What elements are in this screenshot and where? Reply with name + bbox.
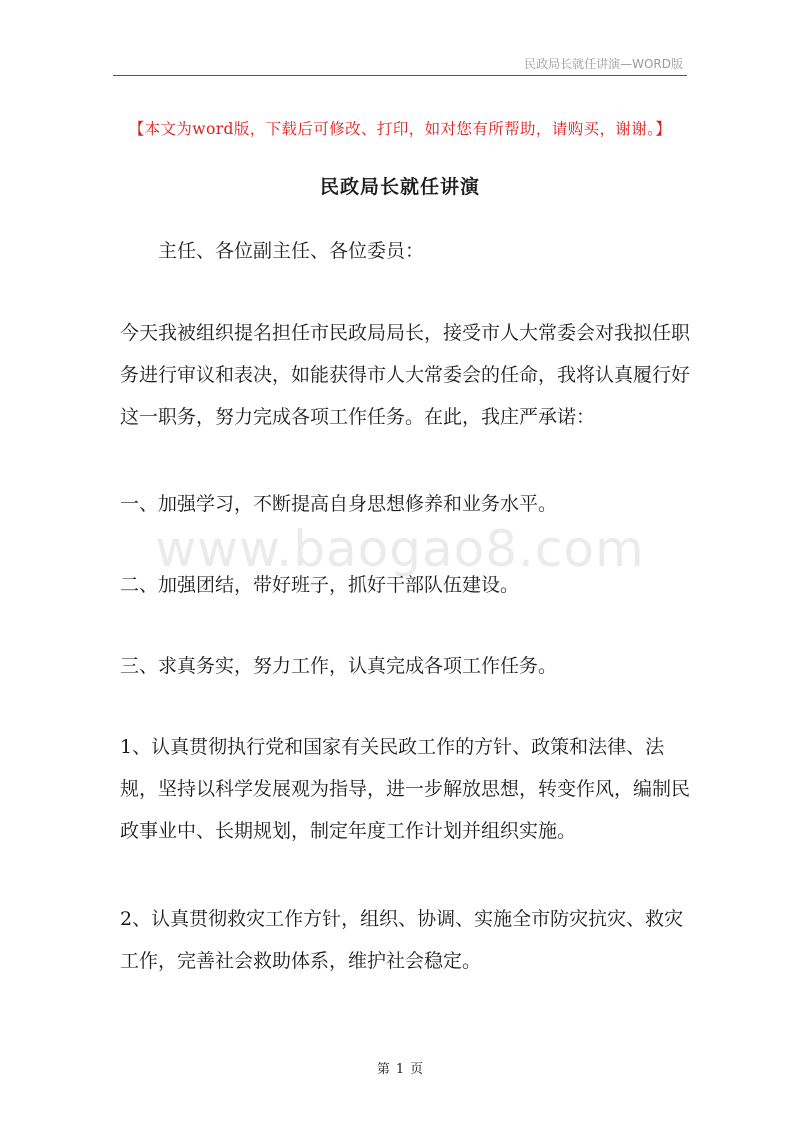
paragraph-item-1: 1、认真贯彻执行党和国家有关民政工作的方针、政策和法律、法规，坚持以科学发展观为指导，进一步解放思想，转变作风，编制民政事业中、长期规划，制定年度工作计划并组织实施。 <box>120 736 691 842</box>
paragraph-intro: 今天我被组织提名担任市民政局局长，接受市人大常委会对我拟任职务进行审议和表决，如能获得市人大常委会的任命，我将认真履行好这一职务，努力完成各项工作任务。在此，我庄严承诺： <box>120 322 691 428</box>
footer-suffix: 页 <box>410 1062 424 1077</box>
purchase-notice: 【本文为word版，下载后可修改、打印，如对您有所帮助，请购买，谢谢。】 <box>128 120 672 138</box>
header-divider <box>113 75 687 76</box>
page-footer <box>0 1058 800 1077</box>
document-title: 民政局长就任讲演 <box>319 176 480 198</box>
running-header: 民政局长就任讲演—WORD版 <box>524 57 683 71</box>
watermark: www.baogao8.com <box>155 520 645 578</box>
page-number: 1 <box>395 1062 405 1077</box>
paragraph-point-3: 三、求真务实，努力工作，认真完成各项工作任务。 <box>120 655 558 677</box>
greeting: 主任、各位副主任、各位委员： <box>158 240 425 262</box>
paragraph-item-2: 2、认真贯彻救灾工作方针，组织、协调、实施全市防灾抗灾、救灾工作，完善社会救助体系，维护社会稳定。 <box>120 908 684 972</box>
paragraph-point-1: 一、加强学习，不断提高自身思想修养和业务水平。 <box>120 493 558 515</box>
footer-prefix: 第 <box>376 1062 390 1077</box>
paragraph-point-2: 二、加强团结，带好班子，抓好干部队伍建设。 <box>120 574 520 596</box>
